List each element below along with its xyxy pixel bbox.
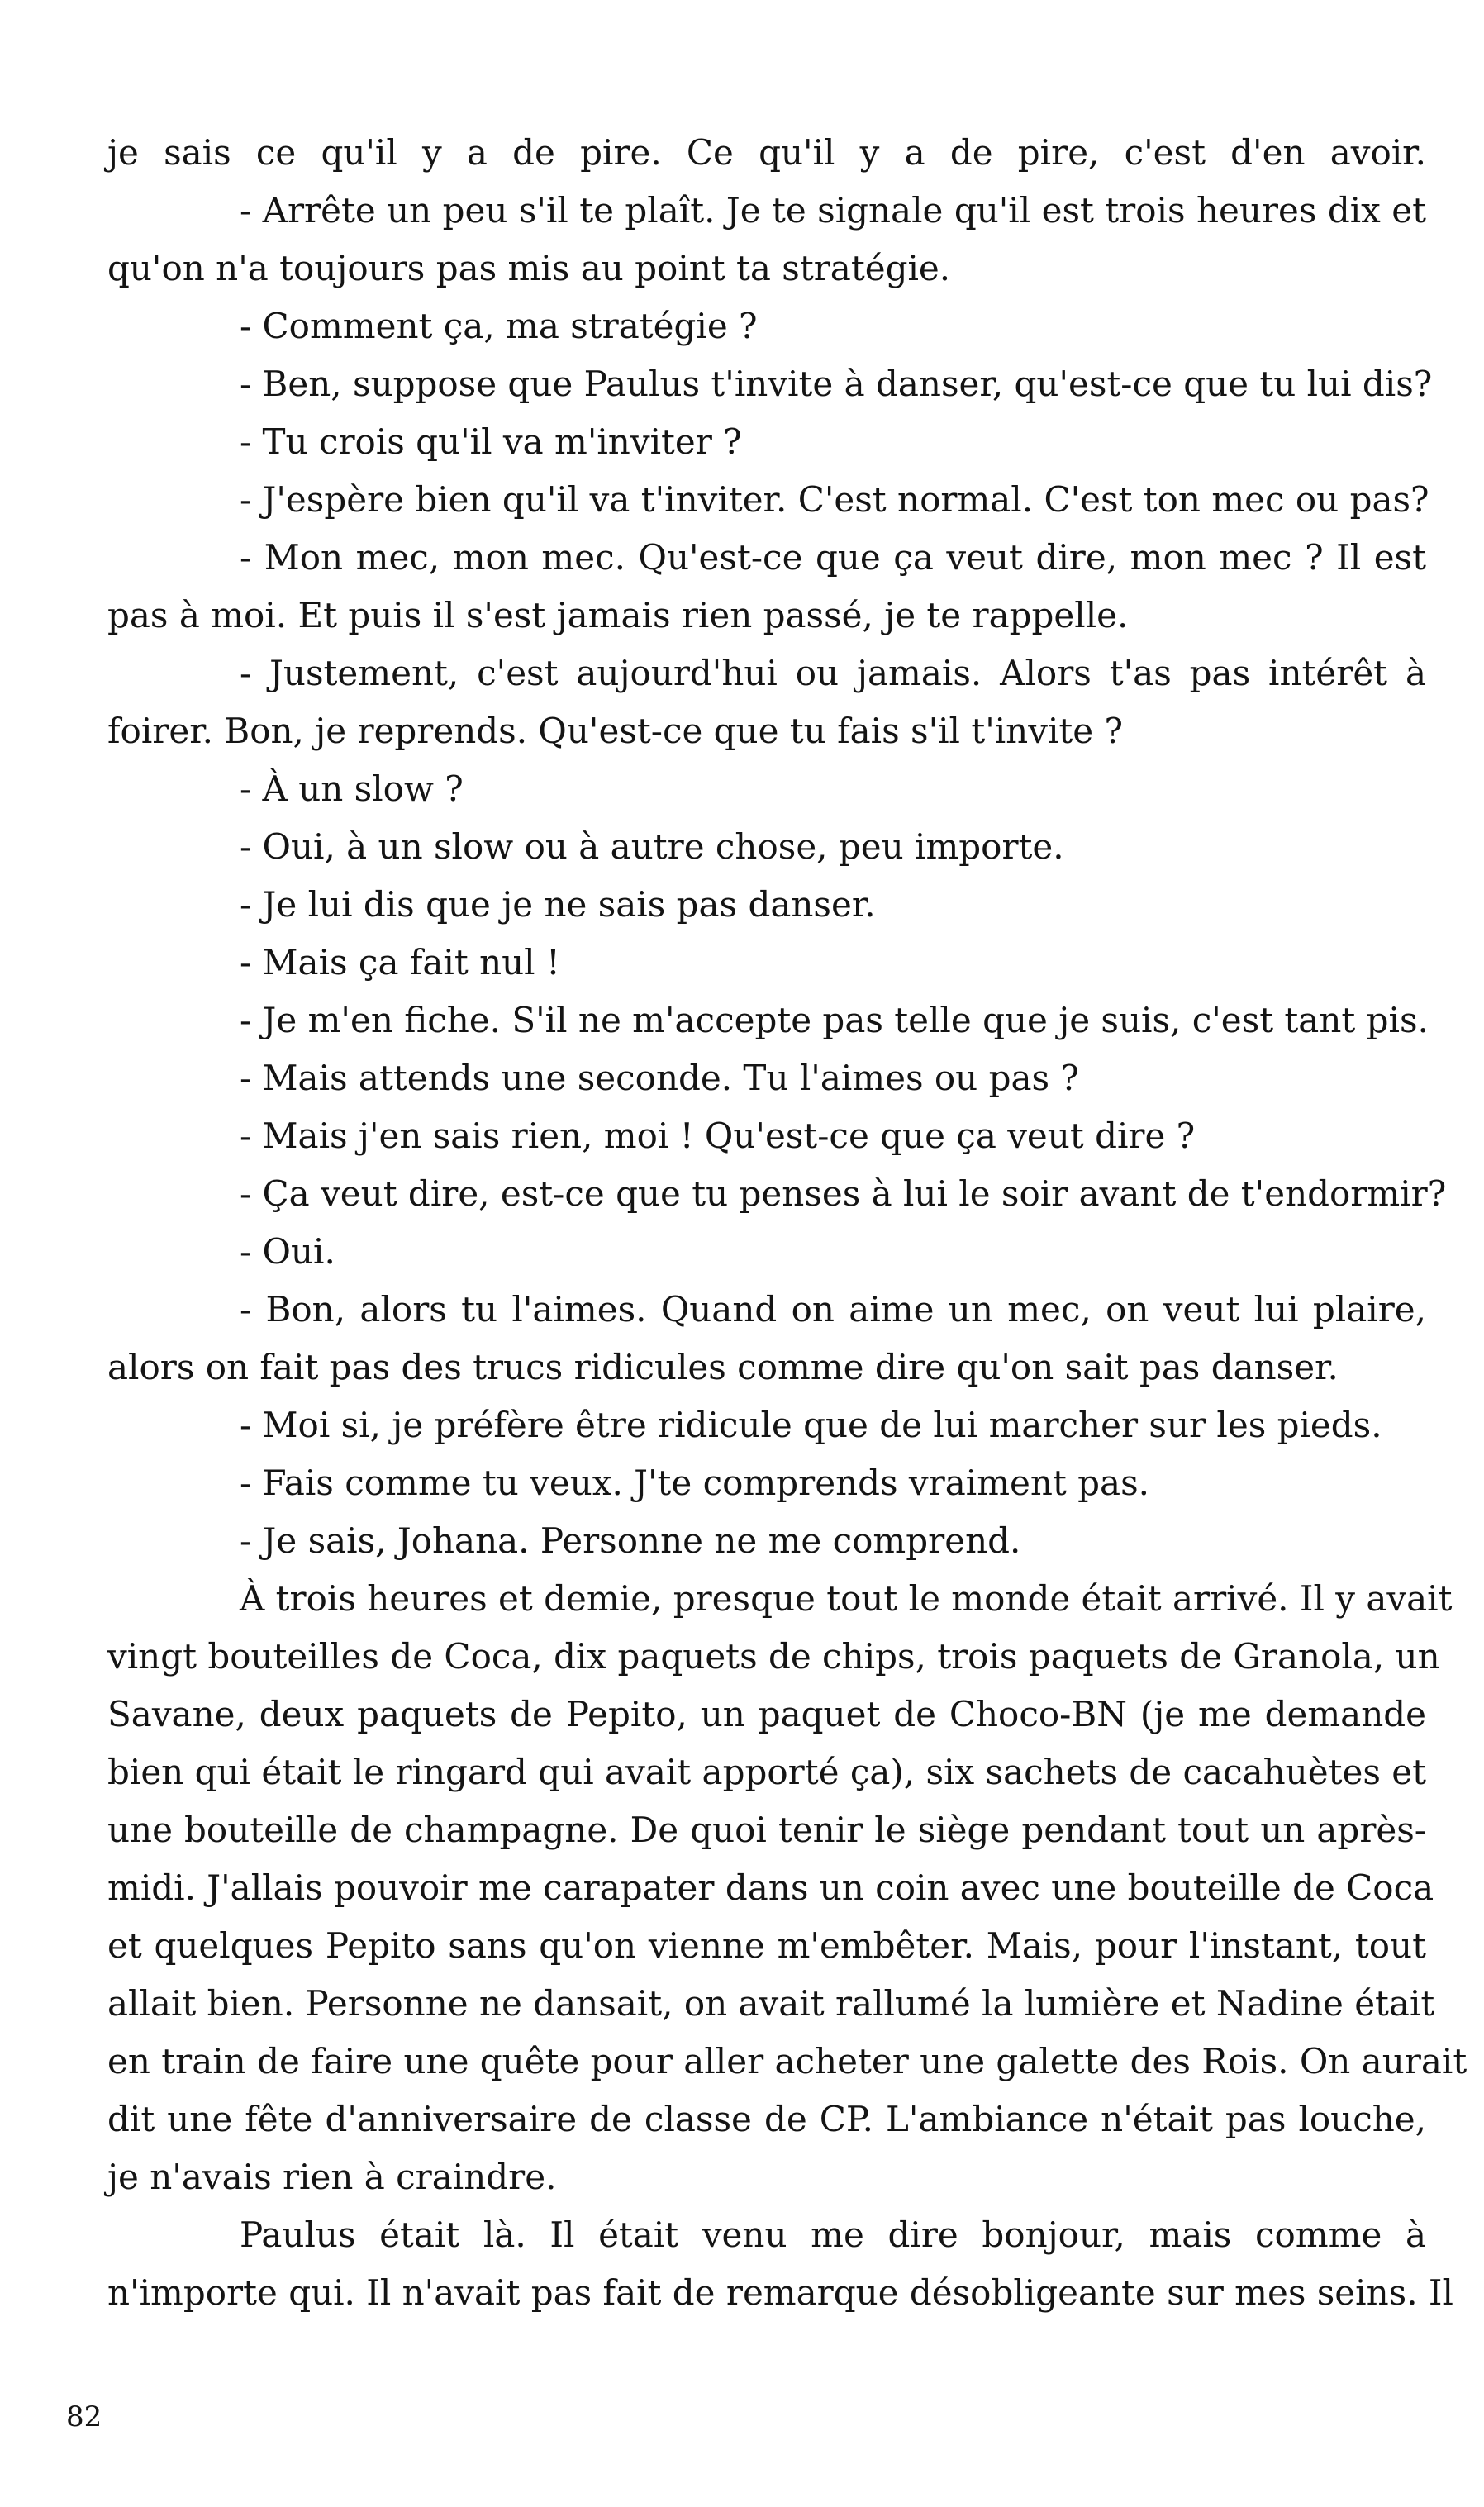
page-number: 82 <box>66 2400 102 2433</box>
text-line: alors on fait pas des trucs ridicules comme dire qu'on sait pas danser. <box>107 1347 1339 1387</box>
body-text <box>107 124 1467 2322</box>
text-line: en train de faire une quête pour aller acheter une galette des Rois. On aurait <box>107 2041 1467 2081</box>
text-line: allait bien. Personne ne dansait, on avait rallumé la lumière et Nadine était <box>107 1983 1435 2024</box>
text-line: je sais ce qu'il y a de pire. Ce qu'il y a de pire, c'est d'en avoir. <box>107 132 1426 173</box>
text-line: - Mais attends une seconde. Tu l'aimes ou pas ? <box>240 1058 1079 1098</box>
text-line: - Oui, à un slow ou à autre chose, peu importe. <box>240 826 1064 867</box>
text-line: une bouteille de champagne. De quoi tenir le siège pendant tout un après- <box>107 1810 1426 1850</box>
text-line: qu'on n'a toujours pas mis au point ta stratégie. <box>107 248 951 288</box>
text-line: Savane, deux paquets de Pepito, un paquet de Choco-BN (je me demande <box>107 1694 1426 1734</box>
text-line: - À un slow ? <box>240 768 464 809</box>
text-line: - Fais comme tu veux. J'te comprends vraiment pas. <box>240 1463 1150 1503</box>
text-line: pas à moi. Et puis il s'est jamais rien passé, je te rappelle. <box>107 595 1129 635</box>
text-line: - Mais ça fait nul ! <box>240 942 560 982</box>
text-line: - Je m'en fiche. S'il ne m'accepte pas telle que je suis, c'est tant pis. <box>240 1000 1429 1040</box>
text-line: - Ben, suppose que Paulus t'invite à danser, qu'est-ce que tu lui dis? <box>240 364 1433 404</box>
text-line: - Oui. <box>240 1231 335 1272</box>
text-line: - Bon, alors tu l'aimes. Quand on aime un mec, on veut lui plaire, <box>240 1289 1426 1330</box>
text-line: - Je sais, Johana. Personne ne me comprend. <box>240 1520 1021 1561</box>
text-line: n'importe qui. Il n'avait pas fait de remarque désobligeante sur mes seins. Il <box>107 2272 1453 2313</box>
text-line: bien qui était le ringard qui avait apporté ça), six sachets de cacahuètes et <box>107 1752 1426 1792</box>
text-line: - Justement, c'est aujourd'hui ou jamais. Alors t'as pas intérêt à <box>240 653 1426 693</box>
text-line: À trois heures et demie, presque tout le monde était arrivé. Il y avait <box>240 1578 1453 1619</box>
text-line: - Mais j'en sais rien, moi ! Qu'est-ce que ça veut dire ? <box>240 1116 1196 1156</box>
text-line: midi. J'allais pouvoir me carapater dans un coin avec une bouteille de Coca <box>107 1867 1434 1908</box>
text-line: je n'avais rien à craindre. <box>107 2157 557 2197</box>
text-line: Paulus était là. Il était venu me dire bonjour, mais comme à <box>240 2214 1426 2255</box>
text-line: - Arrête un peu s'il te plaît. Je te signale qu'il est trois heures dix et <box>240 190 1426 231</box>
text-line: - Moi si, je préfère être ridicule que de lui marcher sur les pieds. <box>240 1405 1382 1445</box>
text-line: vingt bouteilles de Coca, dix paquets de chips, trois paquets de Granola, un <box>107 1636 1440 1677</box>
text-line: - Comment ça, ma stratégie ? <box>240 306 758 346</box>
text-line: et quelques Pepito sans qu'on vienne m'embêter. Mais, pour l'instant, tout <box>107 1925 1426 1966</box>
text-line: - Mon mec, mon mec. Qu'est-ce que ça veut dire, mon mec ? Il est <box>240 537 1426 578</box>
text-line: dit une fête d'anniversaire de classe de CP. L'ambiance n'était pas louche, <box>107 2099 1426 2139</box>
text-line: foirer. Bon, je reprends. Qu'est-ce que tu fais s'il t'invite ? <box>107 711 1123 751</box>
text-line: - Tu crois qu'il va m'inviter ? <box>240 421 742 462</box>
text-line: - J'espère bien qu'il va t'inviter. C'est normal. C'est ton mec ou pas? <box>240 479 1429 520</box>
text-line: - Ça veut dire, est-ce que tu penses à lui le soir avant de t'endormir? <box>240 1173 1447 1214</box>
text-line: - Je lui dis que je ne sais pas danser. <box>240 884 876 925</box>
